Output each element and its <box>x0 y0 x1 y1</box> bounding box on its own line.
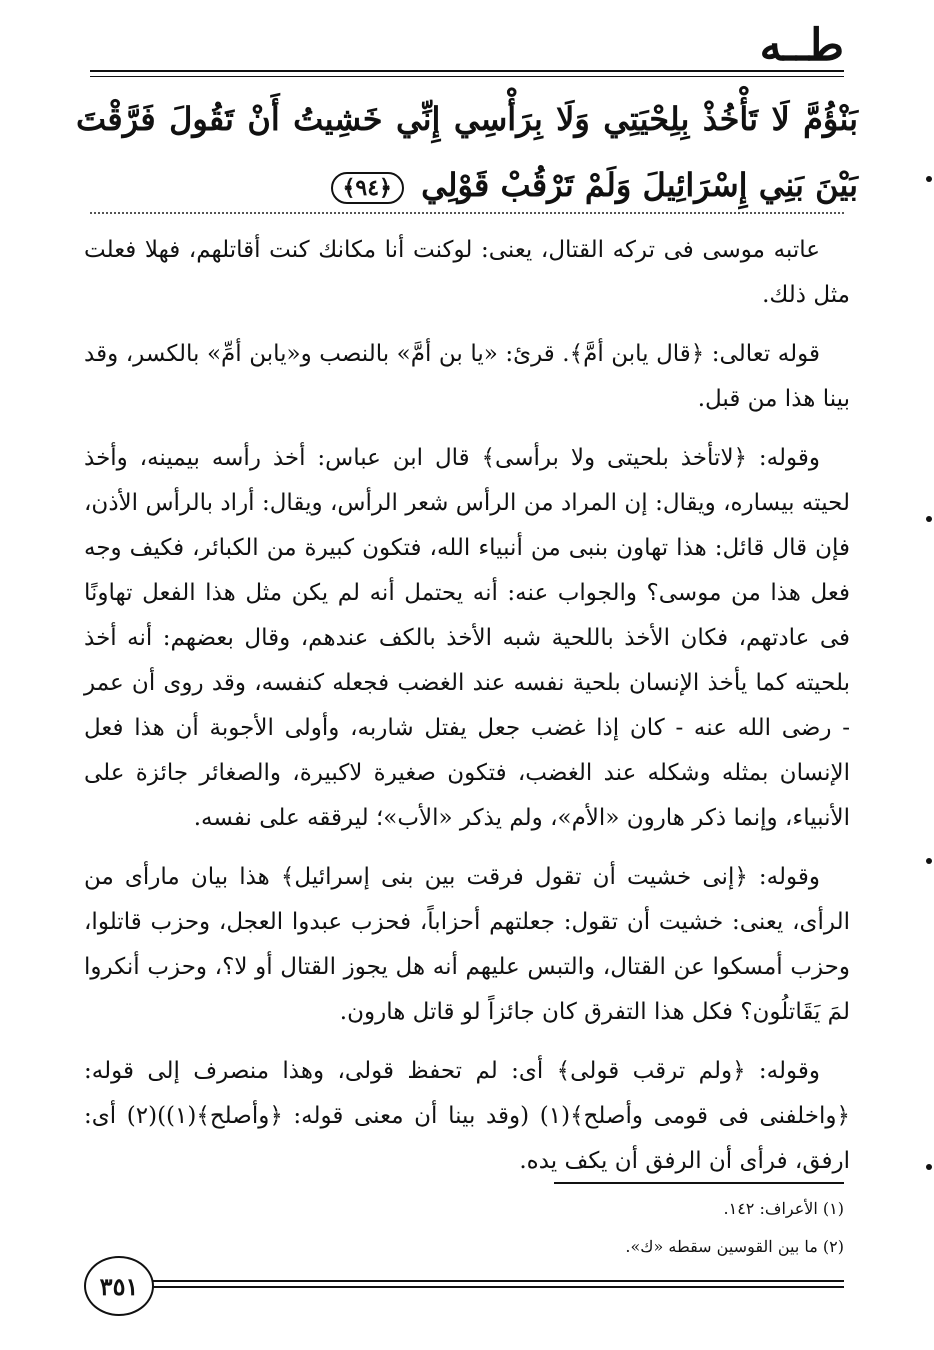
margin-mark <box>926 176 932 182</box>
commentary-paragraph: قوله تعالى: ﴿قال يابن أمَّ﴾. قرئ: «يا بن أمَّ» بالنصب و«يابن أمِّ» بالكسر، وقد بينا هذا من قبل. <box>84 341 850 412</box>
footer-rule-top <box>148 1280 844 1282</box>
surah-name-header: طــه <box>759 20 844 71</box>
header-rule-bottom <box>90 76 844 77</box>
verse-text: بَنْؤُمَّ لَا تَأْخُذْ بِلِحْيَتِي وَلَا بِرَأْسِي إِنِّي خَشِيتُ أَنْ تَقُولَ فَرَّقْتَ بَيْنَ بَنِي إِسْرَائِيلَ وَلَمْ تَرْقُبْ قَوْلِي <box>76 100 858 204</box>
verse-separator <box>90 212 844 214</box>
commentary-paragraph: وقوله: ﴿إنى خشيت أن تقول فرقت بين بنى إسرائيل﴾ هذا بيان مارأى من الرأى، يعنى: خشيت أن تقول: جعلتهم أحزاباً، فحزب عبدوا العجل، وحزب قاتلوا، وحزب أمسكوا عن القتال، والتبس عليهم أنه هل يجوز القتال أو لا؟، وحزب أنكروا لمَ يَقَاتلُون؟ فكل هذا التفرق كان جائزاً لو قاتل هارون. <box>84 864 850 1025</box>
ayah-number-mark: ﴿٩٤﴾ <box>331 172 404 204</box>
quran-verse <box>76 86 858 218</box>
page-number: ٣٥١ <box>84 1256 154 1316</box>
footnote: (٢) ما بين القوسين سقطه «ك». <box>625 1237 844 1256</box>
footnotes <box>90 1190 844 1266</box>
tafsir-commentary <box>84 228 850 1198</box>
commentary-paragraph: وقوله: ﴿لاتأخذ بلحيتى ولا برأسى﴾ قال ابن عباس: أخذ رأسه بيمينه، وأخذ لحيته بيساره، ويقال: إن المراد من الرأس شعر الرأس، ويقال: أراد بالرأس الأذن، فإن قال قائل: هذا تهاون بنبى من أنبياء الله، فتكون كبيرة من الكبائر، فكيف وجه فعل هذا من موسى؟ والجواب عنه: أنه يحتمل أنه لم يكن مثل هذا الفعل تهاونًا فى عادتهم، فكان الأخذ باللحية شبه الأخذ بالكف عندهم، وقال بعضهم: أنه أخذ بلحيته كما يأخذ الإنسان بلحية نفسه عند الغضب فجعله كنفسه، وقد روى أن عمر - رضى الله عنه - كان إذا غضب جعل يفتل شاربه، وأولى الأجوبة أن هذا فعل الإنسان بمثله وشكله عند الغضب، فتكون صغيرة لاكبيرة، والصغائر جائزة على الأنبياء، وإنما ذكر هارون «الأم»، ولم يذكر «الأب»؛ ليرققه على نفسه. <box>84 445 850 831</box>
commentary-paragraph: عاتبه موسى فى تركه القتال، يعنى: لوكنت أنا مكانك كنت أقاتلهم، فهلا فعلت مثل ذلك. <box>84 237 850 308</box>
margin-mark <box>926 858 932 864</box>
footnote-separator <box>554 1182 844 1184</box>
header-rule-top <box>90 70 844 72</box>
margin-mark <box>926 1164 932 1170</box>
margin-mark <box>926 516 932 522</box>
footnote: (١) الأعراف: ١٤٢. <box>723 1199 844 1218</box>
footer-rule-bottom <box>148 1286 844 1288</box>
commentary-paragraph: وقوله: ﴿ولم ترقب قولى﴾ أى: لم تحفظ قولى، وهذا منصرف إلى قوله: ﴿واخلفنى فى قومى وأصلح﴾(١) (وقد بينا أن معنى قوله: ﴿وأصلح﴾(١))(٢) أى: ارفق، فرأى أن الرفق أن يكف يده. <box>84 1058 850 1174</box>
